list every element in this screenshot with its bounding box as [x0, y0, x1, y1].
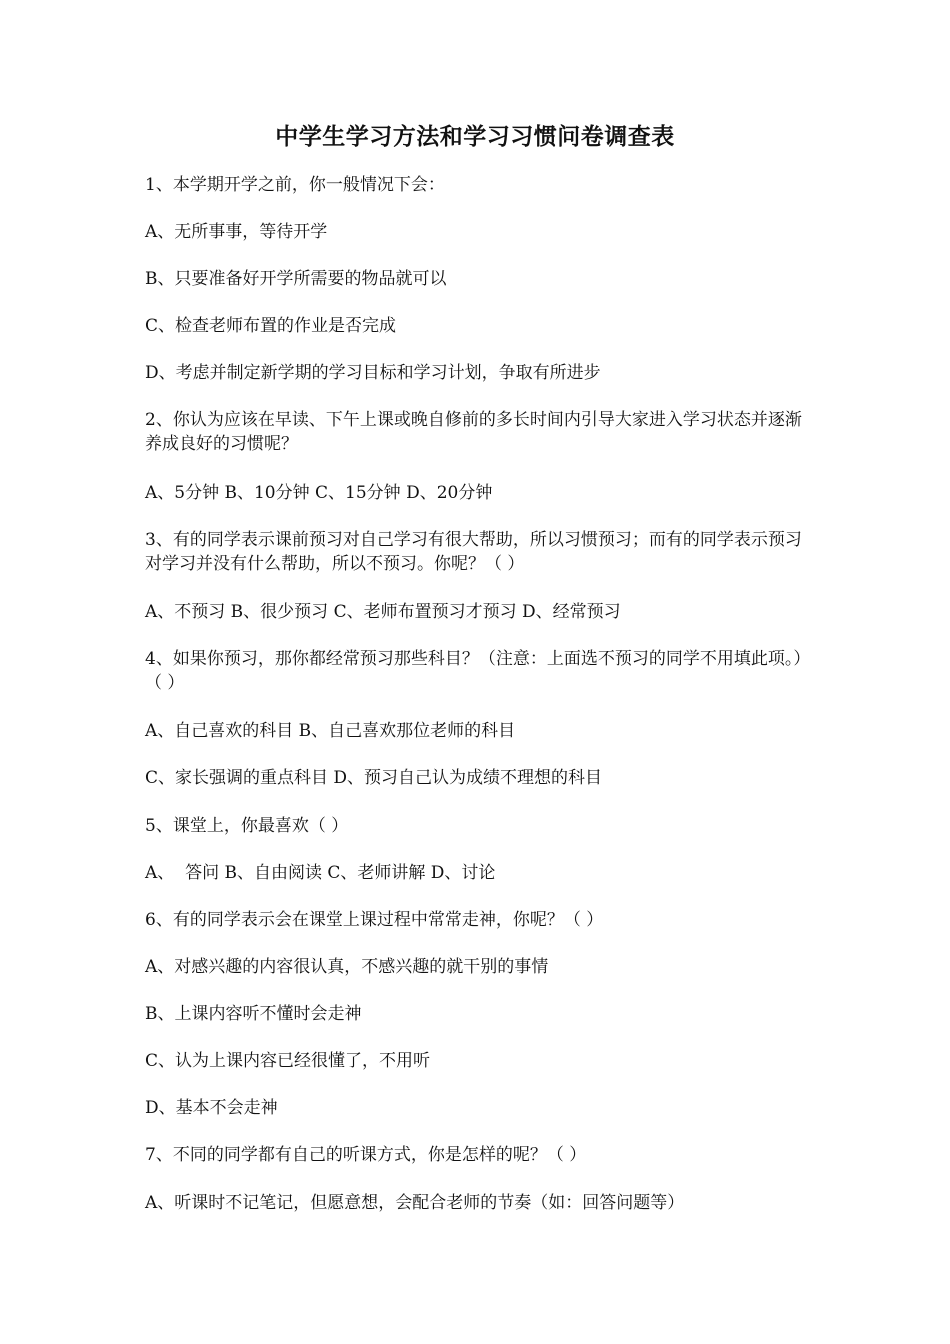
question-6-option-c: C、认为上课内容已经很懂了，不用听	[145, 1051, 431, 1071]
question-5-options: A、 答问 B、自由阅读 C、老师讲解 D、讨论	[145, 863, 496, 883]
question-4-options-ab: A、自己喜欢的科目 B、自己喜欢那位老师的科目	[145, 721, 516, 741]
question-6-option-a: A、对感兴趣的内容很认真，不感兴趣的就干别的事情	[145, 957, 549, 977]
question-7-option-a: A、听课时不记笔记，但愿意想，会配合老师的节奏（如：回答问题等）	[145, 1193, 685, 1213]
question-6-option-d: D、基本不会走神	[145, 1098, 278, 1118]
question-5: 5、课堂上，你最喜欢（ ）	[145, 816, 349, 836]
question-1-option-d: D、考虑并制定新学期的学习目标和学习计划，争取有所进步	[145, 363, 601, 383]
question-1-option-b: B、只要准备好开学所需要的物品就可以	[145, 269, 447, 289]
question-7: 7、不同的同学都有自己的听课方式，你是怎样的呢？（ ）	[145, 1145, 587, 1165]
question-3-options: A、不预习 B、很少预习 C、老师布置预习才预习 D、经常预习	[145, 602, 621, 622]
document-title: 中学生学习方法和学习习惯问卷调查表	[275, 124, 675, 150]
question-1-option-c: C、检查老师布置的作业是否完成	[145, 316, 397, 336]
question-1-option-a: A、无所事事，等待开学	[145, 222, 328, 242]
question-6-option-b: B、上课内容听不懂时会走神	[145, 1004, 362, 1024]
question-4: 4、如果你预习，那你都经常预习那些科目？（注意：上面选不预习的同学不用填此项。）（ ）	[145, 649, 811, 693]
question-4-options-cd: C、家长强调的重点科目 D、预习自己认为成绩不理想的科目	[145, 768, 603, 788]
question-3: 3、有的同学表示课前预习对自己学习有很大帮助，所以习惯预习；而有的同学表示预习对学习并没有什么帮助，所以不预习。你呢？（ ）	[145, 530, 802, 574]
question-2-options: A、5分钟 B、10分钟 C、15分钟 D、20分钟	[145, 483, 493, 503]
question-2: 2、你认为应该在早读、下午上课或晚自修前的多长时间内引导大家进入学习状态并逐渐养成良好的习惯呢？	[145, 410, 802, 454]
question-1: 1、本学期开学之前，你一般情况下会：	[145, 175, 445, 195]
question-6: 6、有的同学表示会在课堂上课过程中常常走神，你呢？（ ）	[145, 910, 604, 930]
